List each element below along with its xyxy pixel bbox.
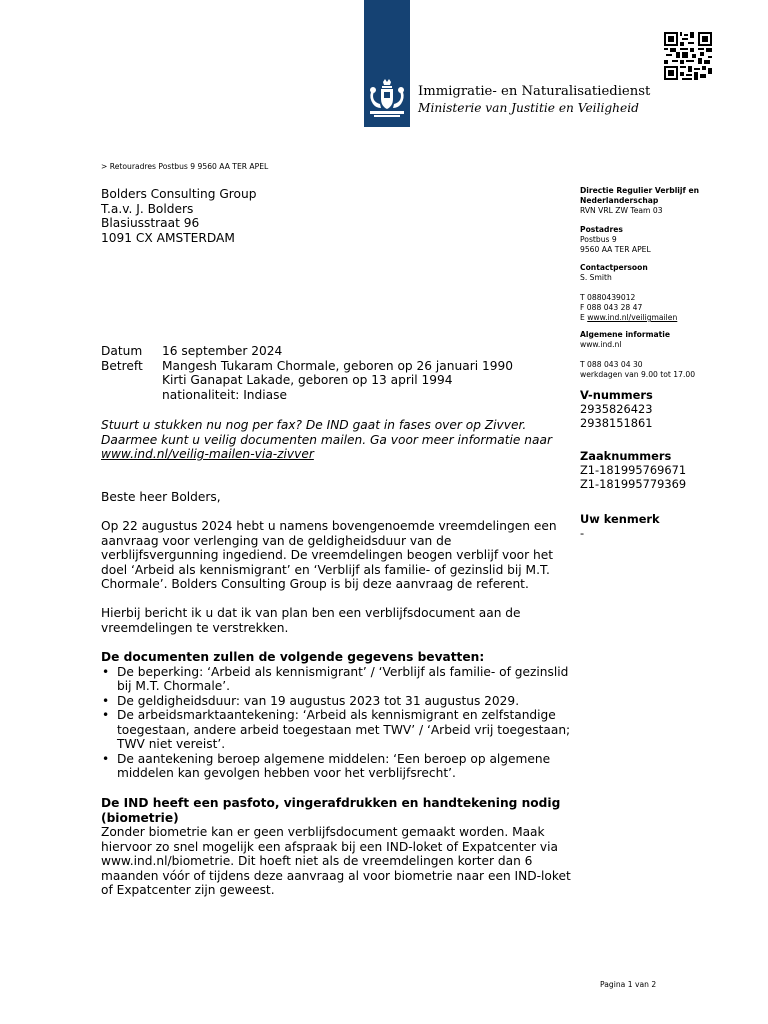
- betreft-line: Kirti Ganapat Lakade, geboren op 13 april 1994: [162, 373, 453, 387]
- coat-of-arms-icon: [366, 78, 408, 120]
- betreft-line: Mangesh Tukaram Chormale, geboren op 26 januari 1990: [162, 358, 513, 373]
- sidebar-contact: [580, 263, 745, 323]
- sidebar-postal: [580, 225, 745, 255]
- general-hours: werkdagen van 9.00 tot 17.00: [580, 370, 696, 379]
- datum-value: 16 september 2024: [162, 344, 283, 358]
- qr-code-icon: [664, 32, 712, 80]
- document-details-list: [101, 665, 571, 781]
- list-item: • De geldigheidsduur: van 19 augustus 2023 tot 31 augustus 2029.: [101, 694, 571, 709]
- vnummer: 2938151861: [580, 416, 653, 430]
- zaaknummer: Z1-181995769671: [580, 463, 687, 477]
- document-details-section: [101, 650, 571, 781]
- list-item: • De arbeidsmarktaantekening: ‘Arbeid als kennismigrant en zelfstandige toegestaan, andere arbeid toegestaan met TWV’ / ‘Arbeid vrij toegestaan; TWV niet vereist’.: [101, 708, 571, 752]
- contact-phone: T 0880439012: [580, 293, 636, 302]
- notice-line: Stuurt u stukken nu nog per fax? De IND gaat in fases over op Zivver.: [101, 418, 527, 432]
- general-phone: T 088 043 04 30: [580, 360, 643, 369]
- section-heading: De IND heeft een pasfoto, vingerafdrukken en handtekening nodig (biometrie): [101, 796, 561, 825]
- vnummer: 2935826423: [580, 402, 653, 416]
- sidebar-general: [580, 330, 745, 380]
- paragraph-biometrics: Zonder biometrie kan er geen verblijfsdocument gemaakt worden. Maak hiervoor zo snel mogelijk een afspraak bij een IND-loket of Expatcenter via www.ind.nl/biometrie. Dit hoeft niet als de vreemdelingen korter dan 6 maanden vóór of tijdens deze aanvraag al voor biometrie naar een IND-loket of Expatcenter zijn geweest.: [101, 825, 571, 897]
- paragraph-intent: Hierbij bericht ik u dat ik van plan ben een verblijfsdocument aan de vreemdelingen te verstrekken.: [101, 606, 521, 635]
- kenmerk-value: -: [580, 526, 585, 540]
- contact-name: S. Smith: [580, 273, 612, 282]
- vnummers-label: V-nummers: [580, 388, 653, 402]
- contact-fax: F 088 043 28 47: [580, 303, 643, 312]
- zivver-notice: [101, 418, 581, 462]
- zaaknummers-label: Zaaknummers: [580, 449, 672, 463]
- sidebar-casenumbers: [580, 449, 745, 491]
- contact-email: [580, 313, 745, 323]
- recipient-line: Bolders Consulting Group: [101, 187, 257, 201]
- recipient-line: Blasiusstraat 96: [101, 216, 200, 230]
- zivver-link[interactable]: www.ind.nl/veilig-mailen-via-zivver: [101, 447, 314, 461]
- notice-line: Daarmee kunt u veilig documenten mailen. Ga voor meer informatie naar: [101, 432, 552, 447]
- department-line: Directie Regulier Verblijf en: [580, 186, 700, 195]
- recipient-line: T.a.v. J. Bolders: [101, 201, 194, 216]
- postadres-line: Postbus 9: [580, 235, 617, 244]
- org-name: Immigratie- en Naturalisatiedienst: [418, 84, 651, 99]
- department-team: RVN VRL ZW Team 03: [580, 206, 663, 215]
- sidebar-vnumbers: [580, 388, 745, 430]
- general-url: www.ind.nl: [580, 340, 622, 349]
- department-line: Nederlanderschap: [580, 196, 659, 205]
- email-link[interactable]: www.ind.nl/veiligmailen: [587, 313, 678, 322]
- recipient-line: 1091 CX AMSTERDAM: [101, 230, 235, 245]
- list-item: • De beperking: ‘Arbeid als kennismigrant’ / ‘Verblijf als familie- of gezinslid bij M.T. Chormale’.: [101, 665, 571, 694]
- datum-label: Datum: [101, 344, 143, 358]
- postadres-line: 9560 AA TER APEL: [580, 245, 651, 254]
- page-number: Pagina 1 van 2: [600, 980, 657, 989]
- return-address: > Retouradres Postbus 9 9560 AA TER APEL: [101, 162, 269, 171]
- email-prefix: E: [580, 313, 588, 322]
- list-item: • De aantekening beroep algemene middelen: ‘Een beroep op algemene middelen kan gevolgen hebben voor het verblijfsrecht’.: [101, 752, 571, 781]
- salutation: Beste heer Bolders,: [101, 490, 221, 504]
- sidebar-reference: [580, 512, 745, 540]
- biometrics-section: [101, 796, 571, 898]
- section-heading: De documenten zullen de volgende gegevens bevatten:: [101, 650, 485, 664]
- betreft-line: nationaliteit: Indiase: [162, 387, 287, 402]
- postadres-label: Postadres: [580, 225, 623, 234]
- sidebar-department: [580, 186, 745, 216]
- paragraph-application: Op 22 augustus 2024 hebt u namens bovengenoemde vreemdelingen een aanvraag voor verlenging van de geldigheidsduur van de verblijfsvergunning ingediend. De vreemdelingen beogen verblijf voor het doel ‘Arbeid als kennismigrant’ en ‘Verblijf als familie- of gezinslid bij M.T. Chormale’. Bolders Consulting Group is bij deze aanvraag de referent.: [101, 519, 557, 591]
- general-label: Algemene informatie: [580, 330, 671, 339]
- betreft-label: Betreft: [101, 358, 143, 373]
- org-subtitle: Ministerie van Justitie en Veiligheid: [418, 101, 639, 115]
- letter-meta: [101, 344, 513, 402]
- recipient-address: [101, 187, 256, 245]
- contact-label: Contactpersoon: [580, 263, 648, 272]
- zaaknummer: Z1-181995779369: [580, 477, 687, 491]
- kenmerk-label: Uw kenmerk: [580, 512, 660, 526]
